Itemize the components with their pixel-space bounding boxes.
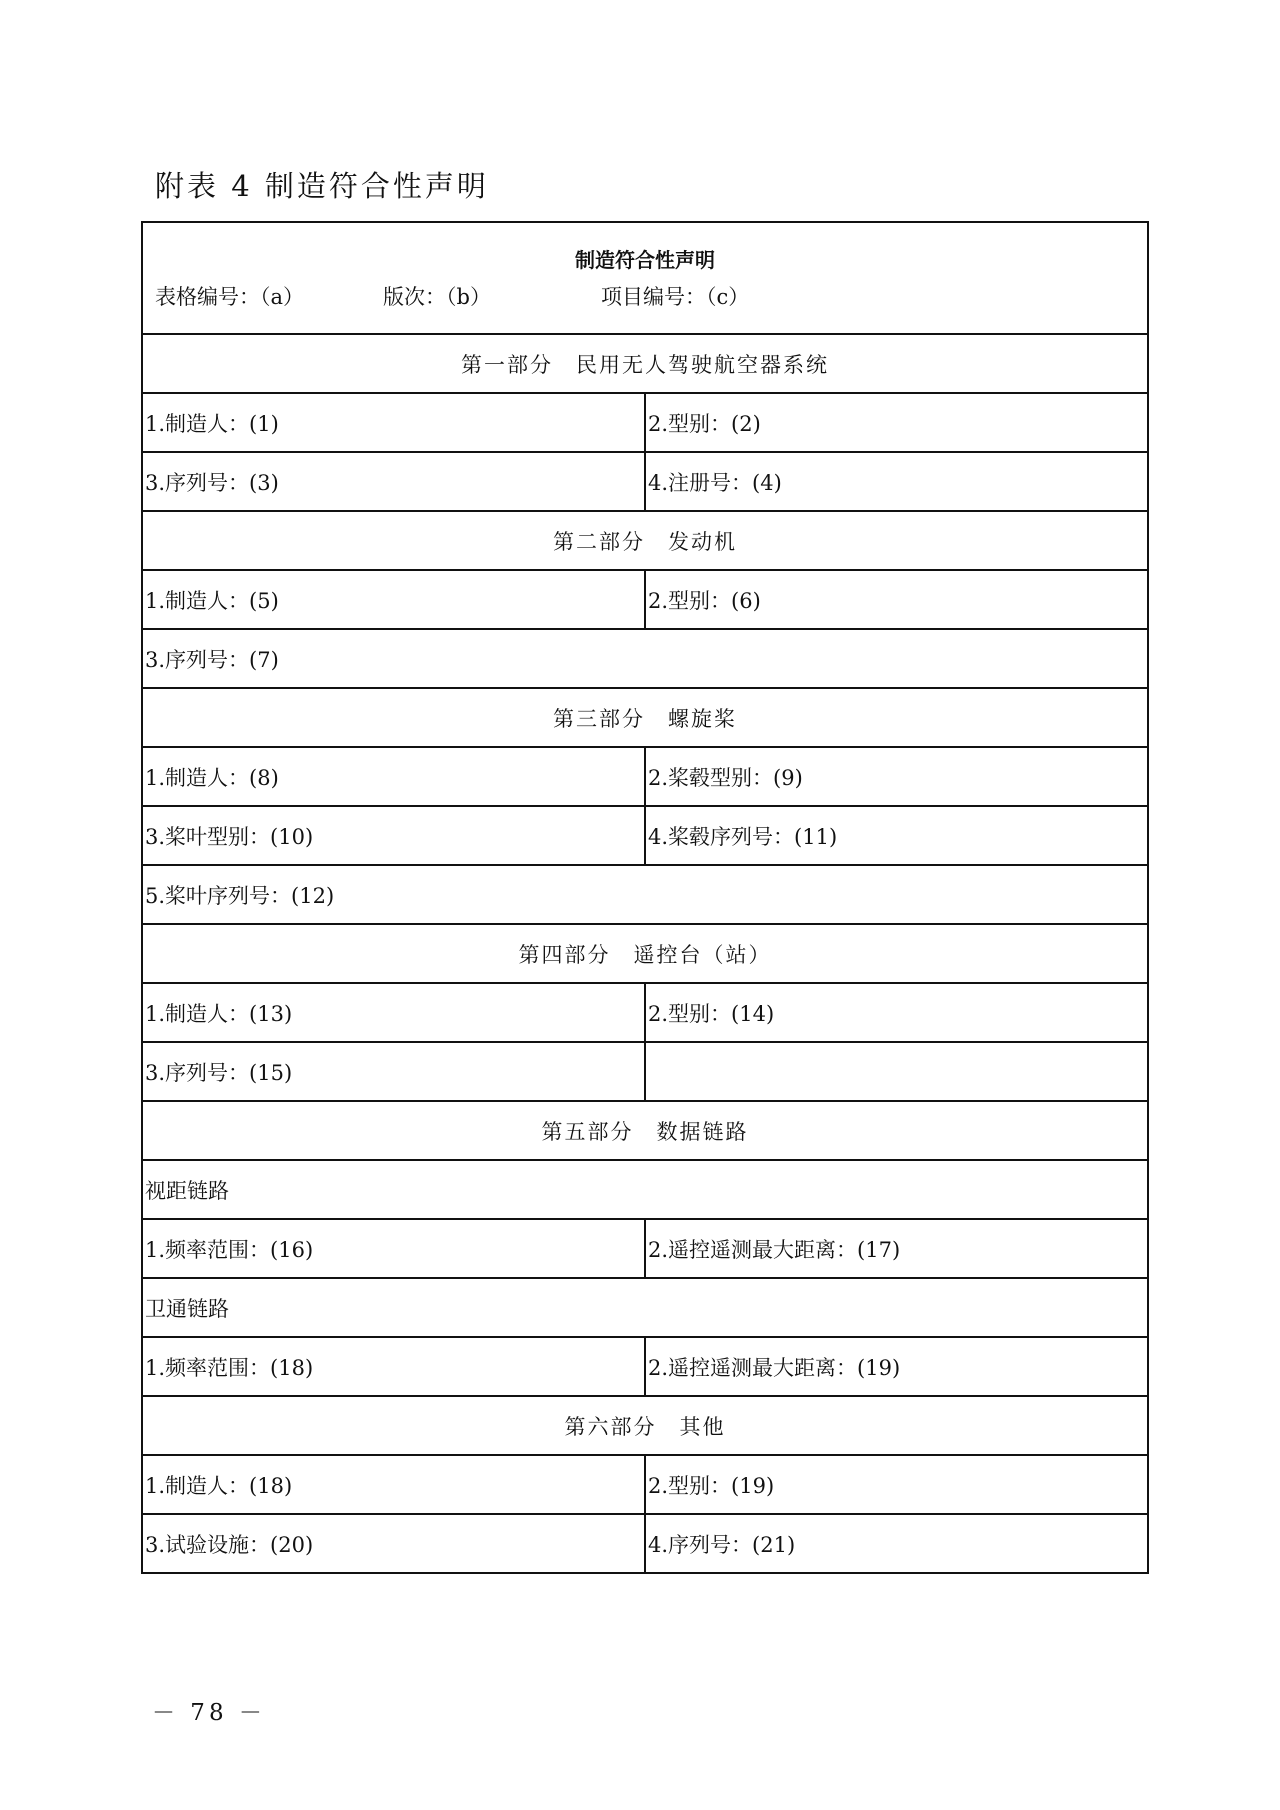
section-header-row [142, 1396, 1148, 1455]
field-row [142, 1337, 1148, 1396]
form-number: 表格编号：（a） [155, 284, 305, 309]
field-cell-right: 2.遥控遥测最大距离：(19) [645, 1337, 1148, 1396]
field-cell-left: 1.制造人：(1) [142, 393, 645, 452]
section-title: 第二部分 发动机 [142, 511, 1148, 570]
form-header-row [142, 222, 1148, 334]
conformity-form-table [141, 221, 1149, 1574]
section-header-row [142, 511, 1148, 570]
field-cell: 5.桨叶序列号：(12) [142, 865, 1148, 924]
appendix-title: 附表 4 制造符合性声明 [155, 169, 489, 203]
section-header-row [142, 1101, 1148, 1160]
field-cell: 视距链路 [142, 1160, 1148, 1219]
field-cell-right: 4.桨毂序列号：(11) [645, 806, 1148, 865]
full-width-row [142, 865, 1148, 924]
field-cell: 卫通链路 [142, 1278, 1148, 1337]
section-header-row [142, 688, 1148, 747]
field-cell-right: 2.桨毂型别：(9) [645, 747, 1148, 806]
field-row [142, 452, 1148, 511]
form-meta-line [143, 281, 1147, 317]
field-row [142, 393, 1148, 452]
project-number: 项目编号：（c） [601, 284, 750, 309]
field-row [142, 806, 1148, 865]
field-row [142, 747, 1148, 806]
field-cell-left: 3.序列号：(3) [142, 452, 645, 511]
field-row [142, 1219, 1148, 1278]
field-cell-left: 1.制造人：(8) [142, 747, 645, 806]
field-row [142, 983, 1148, 1042]
field-row [142, 1455, 1148, 1514]
field-cell-left: 1.制造人：(13) [142, 983, 645, 1042]
full-width-row [142, 629, 1148, 688]
field-cell-right: 4.注册号：(4) [645, 452, 1148, 511]
field-row [142, 1042, 1148, 1101]
full-width-row [142, 1278, 1148, 1337]
section-title: 第六部分 其他 [142, 1396, 1148, 1455]
field-cell-left: 3.试验设施：(20) [142, 1514, 645, 1573]
field-cell-right [645, 1042, 1148, 1101]
section-header-row [142, 334, 1148, 393]
field-cell-left: 3.桨叶型别：(10) [142, 806, 645, 865]
full-width-row [142, 1160, 1148, 1219]
form-title: 制造符合性声明 [575, 247, 715, 272]
field-cell-right: 4.序列号：(21) [645, 1514, 1148, 1573]
field-cell-right: 2.型别：(19) [645, 1455, 1148, 1514]
section-header-row [142, 924, 1148, 983]
field-cell-right: 2.遥控遥测最大距离：(17) [645, 1219, 1148, 1278]
field-cell-right: 2.型别：(6) [645, 570, 1148, 629]
field-cell-left: 1.制造人：(18) [142, 1455, 645, 1514]
field-cell-left: 1.制造人：(5) [142, 570, 645, 629]
field-row [142, 1514, 1148, 1573]
revision: 版次：（b） [383, 284, 491, 309]
field-cell-left: 1.频率范围：(18) [142, 1337, 645, 1396]
field-cell-right: 2.型别：(14) [645, 983, 1148, 1042]
section-title: 第三部分 螺旋桨 [142, 688, 1148, 747]
field-row [142, 570, 1148, 629]
page-number: － 78 － [152, 1700, 266, 1726]
section-title: 第一部分 民用无人驾驶航空器系统 [142, 334, 1148, 393]
field-cell-left: 3.序列号：(15) [142, 1042, 645, 1101]
section-title: 第五部分 数据链路 [142, 1101, 1148, 1160]
section-title: 第四部分 遥控台（站） [142, 924, 1148, 983]
form-header-cell [142, 222, 1148, 334]
field-cell-right: 2.型别：(2) [645, 393, 1148, 452]
field-cell: 3.序列号：(7) [142, 629, 1148, 688]
field-cell-left: 1.频率范围：(16) [142, 1219, 645, 1278]
